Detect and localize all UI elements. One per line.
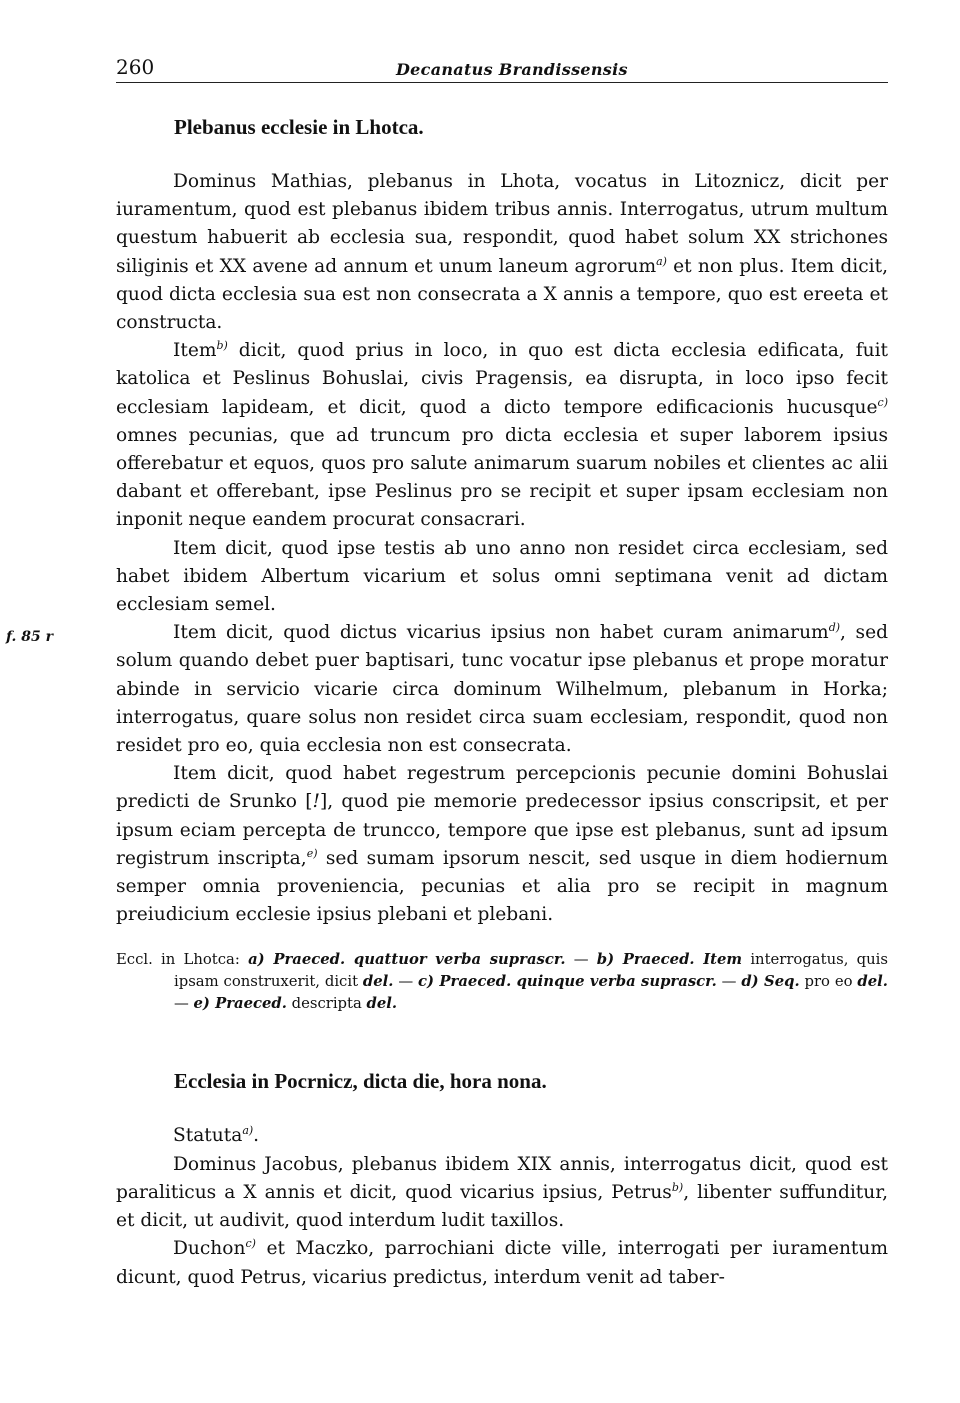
text-run: interrogatus, quis ipsam construxerit, dicit [174,951,888,991]
section-pocrnicz [116,1069,888,1291]
text-run: . [253,1125,260,1147]
text-run: omnes pecunias, que ad truncum pro dicta ecclesia et super laborem ipsius offerebatur et equos, quos pro salute animarum suarum nobiles et clientes ac alii dabant et offerebant, ipse Peslinus pro se recipit et super ipsam ecclesiam non inponit neque eandem procurat consacrari. [116,424,888,531]
separator: — [716,973,742,991]
paragraph [116,760,888,929]
paragraph [116,1151,888,1236]
note-e: e) Praeced. [193,995,287,1013]
note-del: del. [857,973,888,991]
paragraph [116,535,888,620]
text-run: descripta [286,995,367,1013]
section-lhotca [6,115,889,1015]
page-number: 260 [116,55,155,79]
footnote-ref: e) [306,846,318,860]
section-heading: Plebanus ecclesie in Lhotca. [174,115,424,139]
paragraph [6,619,888,760]
text-run: Dominus Mathias, plebanus in Lhota, vocatus in Litoznicz, dicit per iuramentum, quod est plebanus ibidem tribus annis. Interrogatus, utrum multum questum habuerit ab ecclesia sua, respondit, quod habet solum XX strichones siliginis et XX avene ad annum et unum laneum agrorum [116,171,888,277]
text-run: Statuta [173,1125,243,1147]
footnote-ref: b) [216,339,228,353]
note-d: d) Seq. [741,973,800,991]
folio-margin-note: f. 85 r [6,629,54,646]
text-run: Dominus Jacobus, plebanus ibidem XIX annis, interrogatus dicit, quod est paraliticus a X annis et dicit, quod vicarius ipsius, Petrus [116,1153,888,1203]
paragraph [116,337,888,534]
footnote-ref: d) [828,621,841,635]
text-run: ], quod pie memorie predecessor ipsius conscripsit, et per ipsum eciam percepta de truncco, tempore que ipse est plebanus, sunt ad ipsum registrum inscripta, [116,791,889,869]
paragraph [116,168,888,337]
text-run: Item dicit, quod dictus vicarius ipsius non habet curam animarum [173,622,829,644]
separator: — [565,951,597,969]
note-del: del. [366,995,398,1013]
footnote-ref: c) [245,1237,256,1251]
note-b: b) Praeced. Item [596,951,743,969]
text-run: Item [173,340,217,362]
section-heading: Ecclesia in Pocrnicz, dicta die, hora nona. [174,1069,547,1094]
critical-apparatus [116,949,888,1015]
page [6,52,889,1292]
separator: — [174,995,194,1013]
text-run: et non plus. Item dicit, quod dicta ecclesia sua est non consecrata a X annis a tempore, quo est ereeta et constructa. [116,255,888,334]
running-title: Decanatus Brandissensis [396,60,628,79]
note-a: a) Praeced. quattuor verba suprascr. [248,951,566,969]
text-run: , libenter suffunditur, et dicit, ut audivit, quod interdum ludit taxillos. [116,1181,888,1232]
text-run: Item dicit, quod habet regestrum percepcionis pecunie domini Bohuslai predicti de Srunko [ [116,763,888,813]
text-run: Duchon [173,1238,246,1260]
note-c: c) Praeced. quinque verba suprascr. [418,973,717,991]
editorial-mark: ! [312,791,320,813]
footnote-ref: b) [671,1180,684,1194]
paragraph [116,1122,888,1150]
note-del: del. [362,973,394,991]
footnote-ref: a) [242,1124,254,1138]
text-run: , sed solum quando debet puer baptisari, tunc vocatur ipse plebanus et prope moratur abinde in servicio vicarie circa dominum Wilhelmum, plebanum in Horka; interrogatus, quare solus non residet circa suam ecclesiam, respondit, quod non residet pro eo, quia ecclesia non est consecrata. [116,622,888,757]
separator: — [393,973,419,991]
text-run: et Maczko, parrochiani dicte ville, interrogati per iuramentum dicunt, quod Petrus, vicarius predictus, interdum venit ad taber- [116,1238,888,1288]
running-head [116,52,888,83]
section-body [6,168,889,929]
paragraph [116,1235,888,1291]
section-body [116,1122,888,1291]
text-run: Item dicit, quod ipse testis ab uno anno non residet circa ecclesiam, sed habet ibidem Albertum vicarium et solus omni septimana venit ad dictam ecclesiam semel. [116,537,888,616]
footnote-ref: a) [656,254,667,268]
footnote-ref: c) [877,395,888,409]
text-run: sed sumam ipsorum nescit, sed usque in diem hodiernum semper omnia proveniencia, pecunias et alia pro se recipit in magnum preiudicium ecclesie ipsius plebani et plebani. [116,847,888,926]
text-run: pro eo [799,973,858,991]
apparatus-lead: Eccl. in Lhotca: [116,951,249,969]
text-run: dicit, quod prius in loco, in quo est dicta ecclesia edificata, fuit katolica et Peslinus Bohuslai, civis Pragensis, ea disrupta, in loco ipso fecit ecclesiam lapideam, et dicit, quod a dicto tempore edificacionis hucusque [116,340,888,418]
